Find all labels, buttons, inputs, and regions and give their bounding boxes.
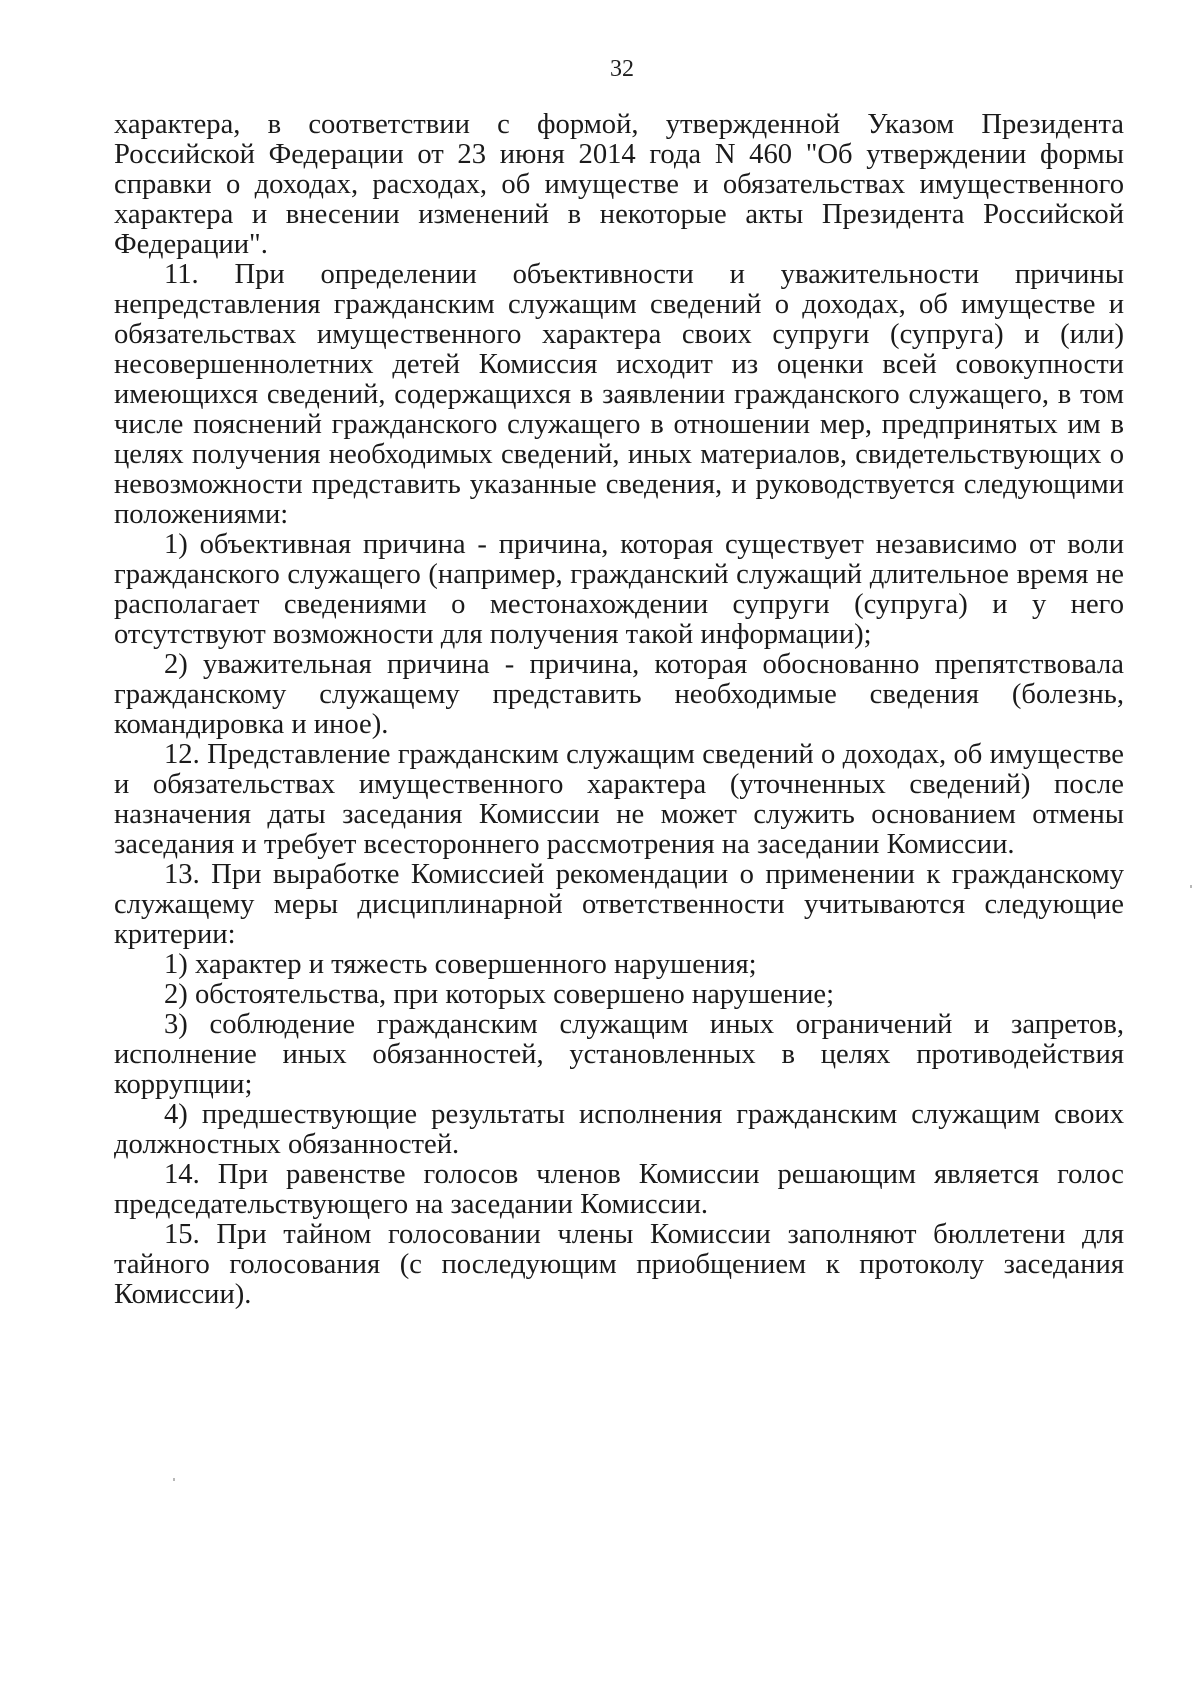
paragraph-13-item-2: 2) обстоятельства, при которых совершено нарушение; <box>164 979 835 1010</box>
paragraph-14: 14. При равенстве голосов членов Комиссии решающим является голос председательствующего на заседании Комиссии. <box>114 1159 1124 1220</box>
scan-speck <box>173 1478 175 1481</box>
scan-speck <box>1190 885 1192 888</box>
page-number: 32 <box>610 56 634 82</box>
document-body <box>114 110 1124 1310</box>
paragraph-13-item-4: 4) предшествующие результаты исполнения гражданским служащим своих должностных обязанностей. <box>114 1099 1124 1160</box>
paragraph-13: 13. При выработке Комиссией рекомендации о применении к гражданскому служащему меры дисциплинарной ответственности учитываются следующие критерии: <box>114 859 1124 950</box>
paragraph-13-item-1: 1) характер и тяжесть совершенного нарушения; <box>164 949 757 980</box>
paragraph-11-item-1: 1) объективная причина - причина, которая существует независимо от воли гражданского служащего (например, гражданский служащий длительное время не располагает сведениями о местонахождении супруги (супруга) и у него отсутствуют возможности для получения такой информации); <box>114 529 1124 650</box>
paragraph-11: 11. При определении объективности и уважительности причины непредставления гражданским служащим сведений о доходах, об имуществе и обязательствах имущественного характера своих супруги (супруга) и (или) несовершеннолетних детей Комиссия исходит из оценки всей совокупности имеющихся сведений, содержащихся в заявлении гражданского служащего, в том числе пояснений гражданского служащего в отношении мер, предпринятых им в целях получения необходимых сведений, иных материалов, свидетельствующих о невозможности представить указанные сведения, и руководствуется следующими положениями: <box>114 259 1124 530</box>
paragraph-intro-continuation: характера, в соответствии с формой, утвержденной Указом Президента Российской Федерации от 23 июня 2014 года N 460 "Об утверждении формы справки о доходах, расходах, об имуществе и обязательствах имущественного характера и внесении изменений в некоторые акты Президента Российской Федерации". <box>114 109 1124 260</box>
paragraph-13-item-3: 3) соблюдение гражданским служащим иных ограничений и запретов, исполнение иных обязанностей, установленных в целях противодействия коррупции; <box>114 1009 1124 1100</box>
paragraph-11-item-2: 2) уважительная причина - причина, которая обоснованно препятствовала гражданскому служащему представить необходимые сведения (болезнь, командировка и иное). <box>114 649 1124 740</box>
paragraph-15: 15. При тайном голосовании члены Комиссии заполняют бюллетени для тайного голосования (с последующим приобщением к протоколу заседания Комиссии). <box>114 1219 1124 1310</box>
paragraph-12: 12. Представление гражданским служащим сведений о доходах, об имуществе и обязательствах имущественного характера (уточненных сведений) после назначения даты заседания Комиссии не может служить основанием отмены заседания и требует всестороннего рассмотрения на заседании Комиссии. <box>114 739 1124 860</box>
